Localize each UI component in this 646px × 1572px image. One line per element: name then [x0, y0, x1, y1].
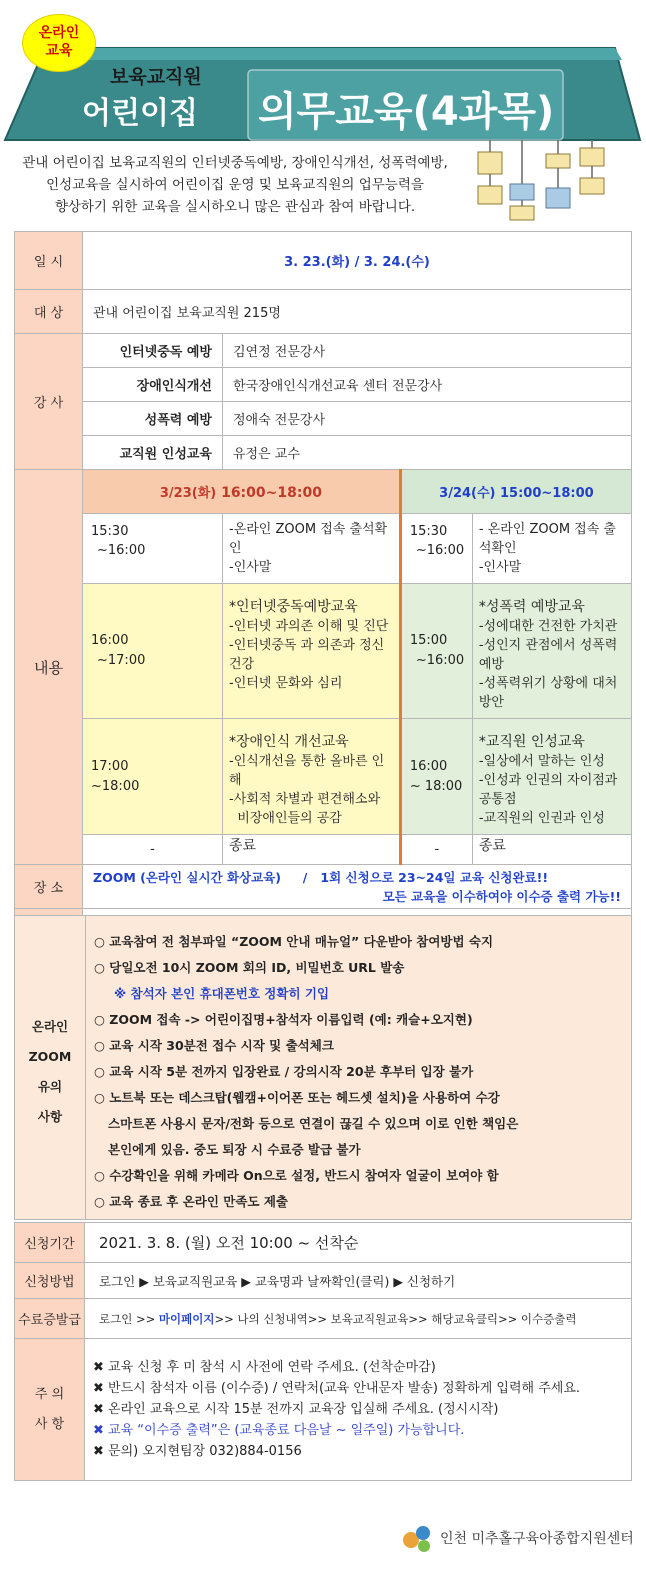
intro-line: 향상하기 위한 교육을 실시하오니 많은 관심과 참여 바랍니다. — [54, 199, 416, 215]
caution-line: ✖ 교육 신청 후 미 참석 시 사전에 연락 주세요. (선착순마감) — [93, 1360, 436, 1375]
schedule-content — [223, 719, 401, 835]
time-end: ~16:00 — [97, 543, 146, 558]
target-row — [15, 290, 632, 334]
lecturer-name: 김연정 전문강사 — [223, 334, 632, 368]
notice-label-line: 사항 — [37, 1109, 63, 1124]
header-banner — [0, 0, 646, 228]
notice-content — [85, 916, 631, 1219]
notice-label — [15, 916, 85, 1219]
time-end: ~18:00 — [91, 778, 140, 794]
notice-line: ○ 노트북 또는 데스크탑(웹캠+이어폰 또는 헤드셋 설치)을 사용하여 수강 — [94, 1090, 500, 1105]
content-title: *교직원 인성교육 — [478, 734, 585, 750]
time-end: ~16:00 — [415, 653, 465, 668]
lecturer-row — [15, 334, 632, 368]
application-table — [14, 1222, 632, 1481]
day1-date: 3/23(화) — [159, 486, 217, 501]
target-label: 대 상 — [15, 290, 83, 334]
lecturer-subject: 성폭력 예방 — [83, 402, 223, 436]
apply-method-row — [15, 1263, 632, 1299]
footer-org: 인천 미추홀구육아종합지원센터 — [440, 1531, 634, 1547]
schedule-head-row — [15, 470, 632, 514]
content-label: 내용 — [15, 470, 83, 865]
zoom-notice-box — [14, 915, 632, 1220]
lecturer-subject: 교직원 인성교육 — [83, 436, 223, 470]
schedule-time — [83, 584, 223, 719]
schedule-time — [83, 514, 223, 584]
time-start: 15:00 — [409, 633, 448, 648]
content-line: -온라인 ZOOM 접속 출석확인 — [229, 522, 388, 556]
schedule-row — [15, 514, 632, 584]
content-line: 비장애인들의 공감 — [229, 811, 342, 826]
certificate-post: >> 나의 신청내역>> 보육교직원교육>> 해당교육클릭>> 이수증출력 — [214, 1311, 577, 1326]
date-row — [15, 232, 632, 290]
lecturer-subject: 인터넷중독 예방 — [83, 334, 223, 368]
date-label: 일 시 — [15, 232, 83, 290]
lecturer-row — [15, 368, 632, 402]
notice-line: ○ ZOOM 접속 -> 어린이집명+참석자 이름입력 (예: 캐슬+오지현) — [94, 1012, 473, 1027]
content-line: -성에대한 건전한 가치관 — [478, 619, 618, 634]
content-line: - 온라인 ZOOM 접속 출석확인 — [478, 522, 616, 556]
place-value — [83, 865, 632, 909]
time-start: 15:30 — [409, 524, 448, 539]
badge-line-1: 온라인 — [38, 25, 80, 41]
schedule-content: 종료 — [223, 835, 401, 865]
day2-header — [400, 470, 631, 514]
schedule-content — [472, 514, 631, 584]
caution-line: ✖ 반드시 참석자 이름 (이수증) / 연락처(교육 안내문자 발송) 정확하게 입력해 주세요. — [93, 1381, 581, 1396]
intro-text — [0, 152, 470, 218]
content-line: -인터넷 문화와 심리 — [229, 676, 343, 691]
notice-line: ※ 참석자 본인 휴대폰번호 정확히 기입 — [114, 986, 330, 1001]
caution-line: ✖ 온라인 교육으로 시작 15분 전까지 교육장 입실해 주세요. (정시시작) — [93, 1402, 499, 1417]
apply-period-value: 2021. 3. 8. (월) 오전 10:00 ~ 선착순 — [85, 1223, 632, 1263]
content-title: *성폭력 예방교육 — [478, 599, 585, 615]
content-line: -성인지 관점에서 성폭력예방 — [478, 638, 618, 672]
caution-line: ✖ 교육 “이수증 출력”은 (교육종료 다음날 ~ 일주일) 가능합니다. — [93, 1423, 465, 1438]
content-line: -인사말 — [229, 560, 272, 575]
hanging-signs-icon — [470, 140, 630, 230]
intro-line: 인성교육을 실시하여 어린이집 운영 및 보육교직원의 업무능력을 — [46, 177, 424, 193]
certificate-label: 수료증발급 — [15, 1299, 85, 1339]
lecturer-name: 한국장애인식개선교육 센터 전문강사 — [223, 368, 632, 402]
header-subtitle: 보육교직원 — [110, 66, 202, 88]
schedule-time: - — [400, 835, 472, 865]
time-start: 16:00 — [91, 633, 129, 648]
notice-line: 스마트폰 사용시 문자/전화 등으로 연결이 끊길 수 있으며 이로 인한 책임은 — [108, 1116, 519, 1131]
schedule-content — [223, 514, 401, 584]
mypage-link[interactable]: 마이페이지 — [158, 1311, 215, 1326]
schedule-time — [83, 719, 223, 835]
schedule-row — [15, 584, 632, 719]
header-main-title: 의무교육(4과목) — [258, 89, 555, 135]
schedule-time: - — [83, 835, 223, 865]
online-badge — [22, 14, 96, 72]
time-end: ~ 18:00 — [409, 778, 463, 794]
time-end: ~16:00 — [415, 543, 465, 558]
apply-method-value: 로그인 ▶ 보육교직원교육 ▶ 교육명과 날짜확인(클릭) ▶ 신청하기 — [85, 1263, 632, 1299]
time-start: 16:00 — [409, 758, 448, 774]
time-end: ~17:00 — [97, 653, 146, 668]
place-line-1: ZOOM (온라인 실시간 화상교육) / 1회 신청으로 23~24일 교육 신청완료!! — [93, 869, 549, 885]
place-line-2: 모든 교육을 이수하여야 이수증 출력 가능!! — [382, 888, 621, 904]
notice-line: ○ 교육참여 전 첨부파일 “ZOOM 안내 매뉴얼” 다운받아 참여방법 숙지 — [94, 934, 494, 949]
day2-time: 15:00~18:00 — [495, 486, 594, 501]
intro-line: 관내 어린이집 보육교직원의 인터넷중독예방, 장애인식개선, 성폭력예방, — [22, 155, 448, 171]
schedule-end-row — [15, 835, 632, 865]
schedule-time — [400, 514, 472, 584]
footer — [400, 1518, 632, 1558]
target-value: 관내 어린이집 보육교직원 215명 — [83, 290, 632, 334]
content-line: -인성과 인권의 자이점과 공통점 — [478, 773, 618, 807]
caution-line: ✖ 문의) 오지현팀장 032)884-0156 — [93, 1444, 302, 1459]
caution-label — [15, 1339, 85, 1481]
caution-label-line: 주 의 — [34, 1386, 65, 1402]
lecturer-label: 강 사 — [15, 334, 83, 470]
schedule-content: 종료 — [472, 835, 631, 865]
apply-period-row — [15, 1223, 632, 1263]
header-left-title: 어린이집 — [82, 96, 198, 131]
content-title: *장애인식 개선교육 — [229, 734, 349, 750]
content-line: -인터넷중독 과 의존과 정신건강 — [229, 638, 385, 672]
notice-label-line: 유의 — [37, 1079, 63, 1094]
content-line: -사회적 차별과 편견해소와 — [229, 792, 381, 807]
content-line: -인사말 — [478, 560, 522, 575]
badge-line-2: 교육 — [45, 43, 73, 59]
time-start: 15:30 — [91, 524, 129, 539]
place-label: 장 소 — [15, 865, 83, 909]
schedule-content — [472, 719, 631, 835]
caution-content — [85, 1339, 632, 1481]
caution-label-line: 사 항 — [34, 1416, 65, 1432]
content-title: *인터넷중독예방교육 — [229, 599, 358, 615]
schedule-time — [400, 719, 472, 835]
notice-line: ○ 당일오전 10시 ZOOM 회의 ID, 비밀번호 URL 발송 — [94, 960, 405, 975]
schedule-content — [223, 584, 401, 719]
certificate-row — [15, 1299, 632, 1339]
content-line: -교직원의 인권과 인성 — [478, 811, 605, 826]
lecturer-name: 유정은 교수 — [223, 436, 632, 470]
center-logo-icon — [400, 1520, 434, 1554]
notice-line: 본인에게 있음. 중도 퇴장 시 수료증 발급 불가 — [108, 1142, 361, 1157]
schedule-row — [15, 719, 632, 835]
place-row — [15, 865, 632, 909]
notice-line: ○ 교육 종료 후 온라인 만족도 제출 — [94, 1194, 288, 1209]
certificate-value — [85, 1299, 632, 1339]
day1-time: 16:00~18:00 — [216, 485, 322, 501]
lecturer-subject: 장애인식개선 — [83, 368, 223, 402]
notice-label-line: ZOOM — [28, 1049, 72, 1064]
notice-line: ○ 수강확인을 위해 카메라 On으로 설정, 반드시 참여자 얼굴이 보여야 함 — [94, 1168, 499, 1183]
lecturer-row — [15, 402, 632, 436]
day2-date: 3/24(수) — [439, 486, 496, 501]
caution-row — [15, 1339, 632, 1481]
schedule-time — [400, 584, 472, 719]
content-line: -일상에서 말하는 인성 — [478, 754, 605, 769]
notice-label-line: 온라인 — [31, 1019, 69, 1034]
info-table — [14, 231, 632, 943]
lecturer-name: 정애숙 전문강사 — [223, 402, 632, 436]
time-start: 17:00 — [91, 758, 129, 774]
day1-header — [83, 470, 401, 514]
schedule-content — [472, 584, 631, 719]
apply-period-label: 신청기간 — [15, 1223, 85, 1263]
notice-line: ○ 교육 시작 5분 전까지 입장완료 / 강의시작 20분 후부터 입장 불가 — [94, 1064, 474, 1079]
content-line: -인식개선을 통한 올바른 인해 — [229, 754, 385, 788]
lecturer-row — [15, 436, 632, 470]
apply-method-label: 신청방법 — [15, 1263, 85, 1299]
notice-line: ○ 교육 시작 30분전 접수 시작 및 출석체크 — [94, 1038, 334, 1053]
certificate-pre: 로그인 >> — [99, 1311, 159, 1326]
content-line: -성폭력위기 상황에 대처방안 — [478, 676, 618, 710]
content-line: -인터넷 과의존 이해 및 진단 — [229, 619, 389, 634]
date-value: 3. 23.(화) / 3. 24.(수) — [83, 232, 632, 290]
